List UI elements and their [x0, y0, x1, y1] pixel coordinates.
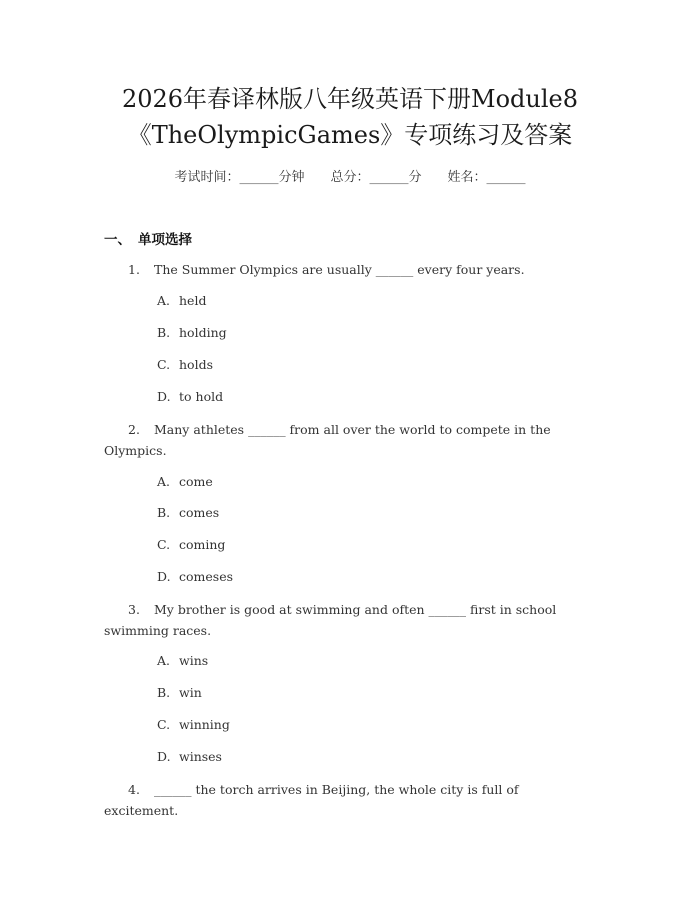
option-letter: B.	[157, 325, 171, 340]
option-3a	[157, 651, 208, 671]
option-text: to hold	[179, 389, 224, 404]
option-3d	[157, 747, 222, 767]
option-letter: B.	[157, 505, 171, 520]
option-2d	[157, 567, 233, 587]
question-1	[104, 259, 596, 280]
question-number: 2.	[128, 422, 140, 437]
question-4	[104, 779, 596, 821]
option-letter: C.	[157, 537, 171, 552]
option-3c	[157, 715, 230, 735]
question-text: My brother is good at swimming and often ______ first in school swimming races.	[104, 602, 557, 638]
section-heading	[104, 228, 192, 248]
option-2c	[157, 535, 225, 555]
section-number: 一、	[104, 232, 131, 248]
option-text: held	[179, 293, 207, 308]
option-letter: A.	[157, 293, 171, 308]
option-3b	[157, 683, 202, 703]
option-letter: B.	[157, 685, 171, 700]
option-text: wins	[179, 653, 209, 668]
option-text: holds	[179, 357, 213, 372]
option-2b	[157, 503, 219, 523]
option-text: win	[179, 685, 202, 700]
option-text: winning	[179, 717, 230, 732]
question-number: 1.	[128, 262, 140, 277]
option-text: come	[179, 474, 213, 489]
option-1c	[157, 355, 213, 375]
option-letter: D.	[157, 749, 171, 764]
option-text: comes	[179, 505, 220, 520]
option-2a	[157, 472, 213, 492]
question-number: 4.	[128, 782, 140, 797]
question-text: Many athletes ______ from all over the world to compete in the Olympics.	[104, 422, 551, 458]
option-letter: C.	[157, 357, 171, 372]
option-letter: C.	[157, 717, 171, 732]
section-title: 单项选择	[138, 232, 192, 248]
option-1d	[157, 387, 223, 407]
question-text: ______ the torch arrives in Beijing, the whole city is full of excitement.	[104, 782, 519, 818]
option-letter: D.	[157, 569, 171, 584]
option-text: coming	[179, 537, 226, 552]
page-title-line2: 《TheOlympicGames》专项练习及答案	[127, 121, 573, 149]
page-title-line1: 2026年春译林版八年级英语下册Module8	[121, 85, 579, 113]
name-label: 姓名：______	[447, 170, 526, 185]
option-text: comeses	[179, 569, 234, 584]
option-text: winses	[179, 749, 222, 764]
option-1b	[157, 323, 227, 343]
question-text: The Summer Olympics are usually ______ every four years.	[154, 262, 525, 277]
question-number: 3.	[128, 602, 140, 617]
option-letter: A.	[157, 474, 171, 489]
option-letter: A.	[157, 653, 171, 668]
question-2	[104, 419, 596, 461]
exam-time-label: 考试时间：______分钟	[174, 170, 305, 185]
question-3	[104, 599, 596, 641]
exam-meta	[0, 168, 700, 188]
option-letter: D.	[157, 389, 171, 404]
option-1a	[157, 291, 206, 311]
total-score-label: 总分：______分	[330, 170, 422, 185]
option-text: holding	[179, 325, 227, 340]
